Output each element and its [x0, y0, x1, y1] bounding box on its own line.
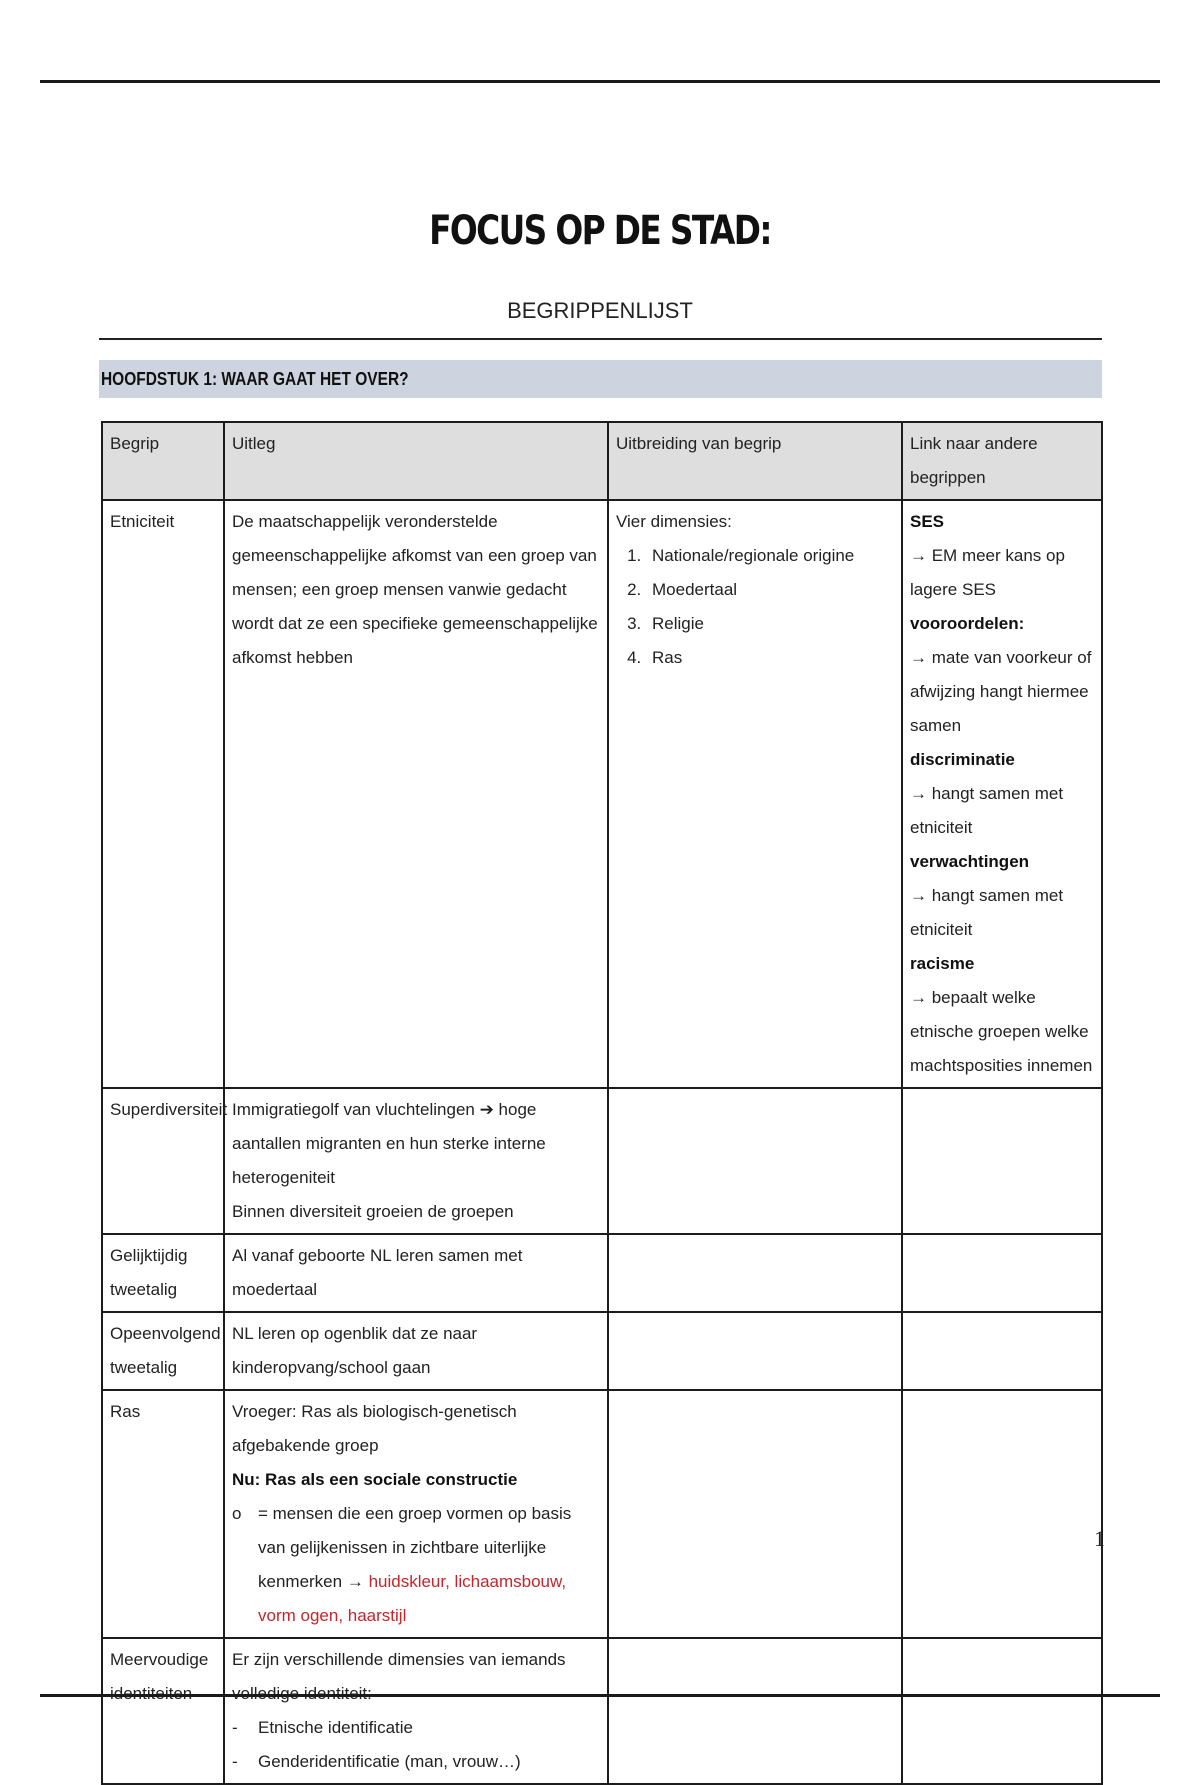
bullet-item [232, 1745, 600, 1779]
highlighted-text: huidskleur, lichaamsbouw, vorm ogen, haarstijl [258, 1572, 567, 1625]
chapter-heading: HOOFDSTUK 1: WAAR GAAT HET OVER? [101, 369, 409, 389]
link-cell [902, 1390, 1102, 1638]
term-cell: Gelijktijdig tweetalig [102, 1234, 224, 1312]
uitleg-cell: Al vanaf geboorte NL leren samen met moedertaal [224, 1234, 608, 1312]
table-row [102, 1390, 1102, 1638]
link-term: SES [910, 512, 945, 531]
bullet-content [258, 1497, 600, 1633]
bullet-text: Genderidentificatie (man, vrouw…) [258, 1752, 521, 1771]
table-row [102, 1088, 1102, 1234]
uitleg-line: Vroeger: Ras als biologisch-genetisch afgebakende groep [232, 1402, 517, 1455]
uitleg-cell [224, 1088, 608, 1234]
term-cell: Opeenvolgend tweetalig [102, 1312, 224, 1390]
header-begrip: Begrip [102, 422, 224, 500]
link-term: vooroordelen: [910, 614, 1025, 633]
document-title: FOCUS OP DE STAD: [429, 208, 771, 254]
uitleg-line: Binnen diversiteit groeien de groepen [232, 1202, 514, 1221]
table-row [102, 1638, 1102, 1784]
link-term: racisme [910, 954, 975, 973]
uitleg-cell [224, 1638, 608, 1784]
document-subtitle: BEGRIPPENLIJST [507, 298, 693, 323]
link-cell [902, 500, 1102, 1088]
table-header-row [102, 422, 1102, 500]
term-cell: Etniciteit [102, 500, 224, 1088]
table-row [102, 1234, 1102, 1312]
header-uitbreiding: Uitbreiding van begrip [608, 422, 902, 500]
bullet-item [232, 1711, 600, 1745]
bottom-rule [40, 1694, 1160, 1697]
uitbreiding-cell [608, 1638, 902, 1784]
link-cell [902, 1088, 1102, 1234]
chapter-heading-bar [99, 360, 1102, 398]
dimensions-list [616, 539, 894, 675]
link-term: discriminatie [910, 750, 1015, 769]
link-term: verwachtingen [910, 852, 1030, 871]
link-desc: → hangt samen met etniciteit [910, 784, 1064, 837]
page-number: 1 [1094, 1526, 1105, 1551]
dimensions-intro: Vier dimensies: [616, 512, 732, 531]
list-item: 4. Ras [646, 641, 894, 675]
bullet-text: = mensen die een groep vormen op basis van gelijkenissen in zichtbare uiterlijke kenmerken → [258, 1504, 572, 1591]
uitbreiding-cell [608, 500, 902, 1088]
list-item: 2. Moedertaal [646, 573, 894, 607]
list-item: 1. Nationale/regionale origine [646, 539, 894, 573]
link-desc: → mate van voorkeur of afwijzing hangt hiermee samen [910, 648, 1092, 735]
term-cell: Meervoudige [102, 1638, 224, 1784]
title-divider [99, 338, 1102, 340]
uitbreiding-cell [608, 1312, 902, 1390]
bullet-text: Etnische identificatie [258, 1718, 413, 1737]
term-cell: Ras [102, 1390, 224, 1638]
uitbreiding-cell [608, 1390, 902, 1638]
bullet-item [232, 1497, 600, 1633]
uitleg-cell: De maatschappelijk veronderstelde gemeenschappelijke afkomst van een groep van mensen; een groep mensen vanwie gedacht wordt dat ze een specifieke gemeenschappelijke afkomst hebben [224, 500, 608, 1088]
term-cell: Superdiversiteit [102, 1088, 224, 1234]
header-uitleg: Uitleg [224, 422, 608, 500]
top-rule [40, 80, 1160, 83]
link-cell [902, 1312, 1102, 1390]
dash-marker: - [232, 1718, 238, 1737]
link-desc: → EM meer kans op lagere SES [910, 546, 1065, 599]
uitbreiding-cell [608, 1234, 902, 1312]
header-link: Link naar andere begrippen [902, 422, 1102, 500]
glossary-table [101, 421, 1103, 1785]
table-row [102, 500, 1102, 1088]
link-desc: → hangt samen met etniciteit [910, 886, 1064, 939]
bullet-marker: o [232, 1504, 242, 1523]
link-cell [902, 1638, 1102, 1784]
dash-marker: - [232, 1752, 238, 1771]
uitleg-cell [224, 1390, 608, 1638]
table-row [102, 1312, 1102, 1390]
uitleg-line-bold: Nu: Ras als een sociale constructie [232, 1470, 518, 1489]
list-item: 3. Religie [646, 607, 894, 641]
link-cell [902, 1234, 1102, 1312]
uitleg-line: Immigratiegolf van vluchtelingen ➔ hoge aantallen migranten en hun sterke interne heterogeniteit [232, 1100, 546, 1187]
link-desc: → bepaalt welke etnische groepen welke machtsposities innemen [910, 988, 1093, 1075]
uitleg-cell: NL leren op ogenblik dat ze naar kinderopvang/school gaan [224, 1312, 608, 1390]
uitbreiding-cell [608, 1088, 902, 1234]
uitleg-line: Er zijn verschillende dimensies van iemands [232, 1650, 566, 1669]
